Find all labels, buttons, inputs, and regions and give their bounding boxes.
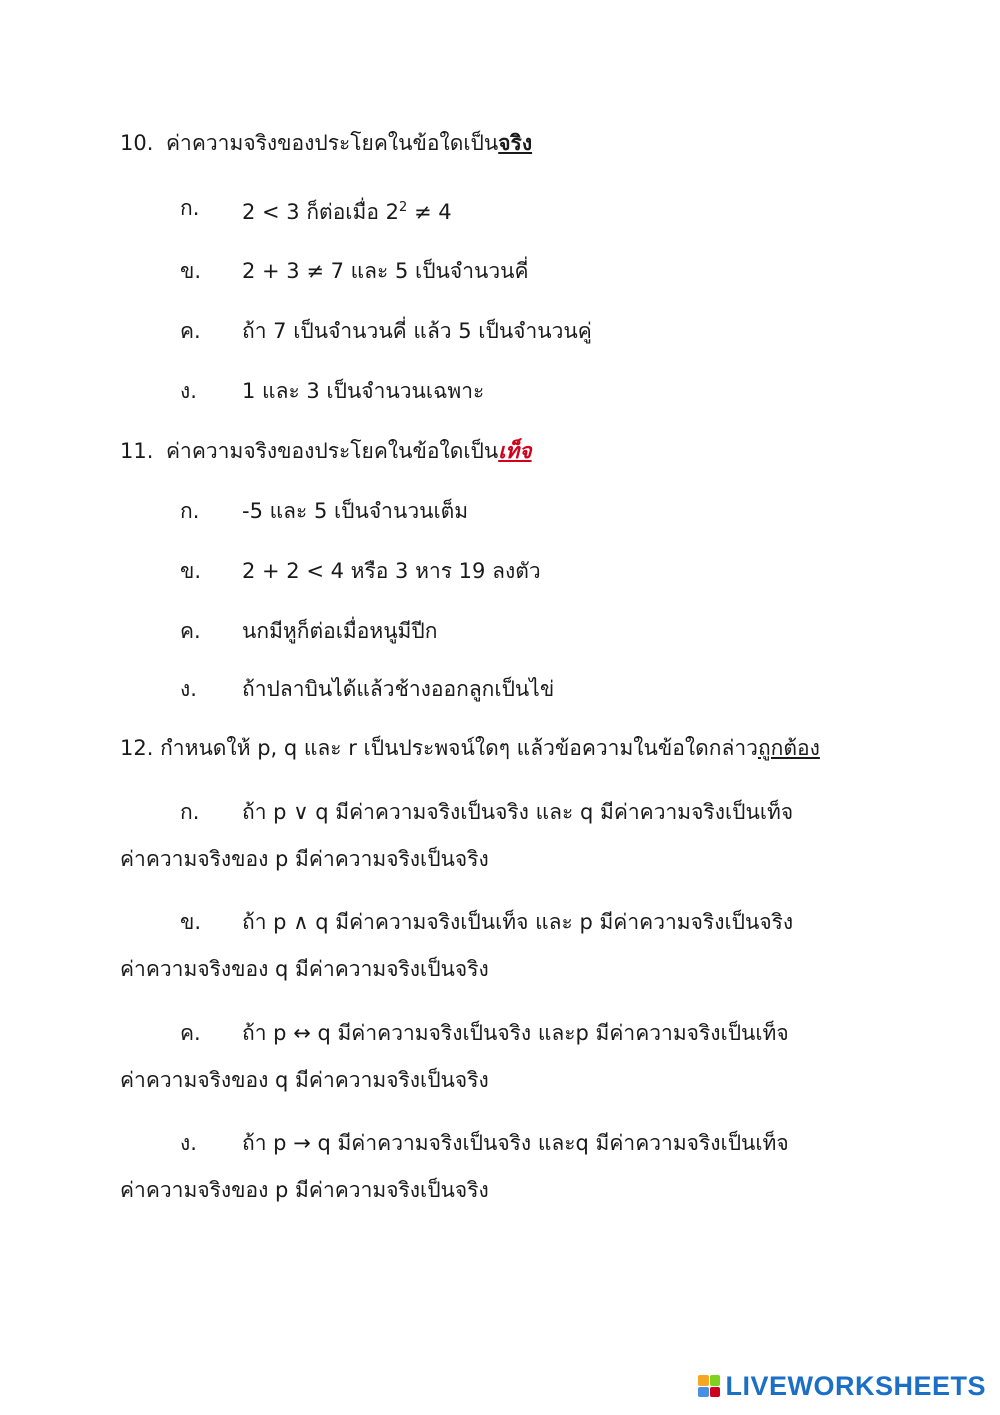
- option-label: ง.: [180, 379, 197, 403]
- option-label: ก.: [180, 499, 200, 523]
- option-text: 2 < 3 ก็ต่อเมื่อ $2^2 \ne 4$: [242, 200, 452, 224]
- question-11-prompt: [120, 436, 532, 466]
- logo-tile: [710, 1387, 721, 1398]
- option-label: ข.: [180, 910, 202, 934]
- question-text: กำหนดให้ p, q และ r เป็นประพจน์ใดๆ แล้วข้อความในข้อใดกล่าว: [160, 736, 758, 760]
- question-emphasis: ถูกต้อง: [757, 736, 820, 760]
- option-text: ถ้า p ↔ q มีค่าความจริงเป็นจริง และp มีค่าความจริงเป็นเท็จ: [242, 1021, 789, 1045]
- logo-tile: [710, 1375, 721, 1386]
- option-label: ก.: [180, 800, 200, 824]
- option-text: 2 + 3 ≠ 7 และ 5 เป็นจำนวนคี่: [242, 259, 529, 283]
- option-text: 2 + 2 < 4 หรือ 3 หาร 19 ลงตัว: [242, 559, 541, 583]
- option-text-continued: ค่าความจริงของ q มีค่าความจริงเป็นจริง: [120, 1068, 489, 1092]
- question-number: 10.: [120, 131, 154, 155]
- option-text: นกมีหูก็ต่อเมื่อหนูมีปีก: [242, 619, 438, 643]
- option-text: ถ้า 7 เป็นจำนวนคี่ แล้ว 5 เป็นจำนวนคู่: [242, 319, 592, 343]
- superscript: 2: [398, 200, 408, 215]
- question-text: ค่าความจริงของประโยคในข้อใดเป็น: [166, 439, 499, 463]
- option-label: ค.: [180, 1021, 201, 1045]
- logo-tile: [698, 1387, 709, 1398]
- option-text: ถ้า p ∨ q มีค่าความจริงเป็นจริง และ q มีค่าความจริงเป็นเท็จ: [242, 800, 794, 824]
- option-label: ข.: [180, 559, 202, 583]
- option-text: ถ้าปลาบินได้แล้วช้างออกลูกเป็นไข่: [242, 677, 555, 701]
- question-emphasis: เท็จ: [498, 439, 532, 463]
- option-text: ถ้า p ∧ q มีค่าความจริงเป็นเท็จ และ p มีค่าความจริงเป็นจริง: [242, 910, 794, 934]
- option-label: ง.: [180, 1131, 197, 1155]
- liveworksheets-footer: [698, 1371, 986, 1401]
- question-10-prompt: [120, 128, 532, 158]
- question-12-prompt: [120, 733, 820, 763]
- question-number: 11.: [120, 439, 154, 463]
- question-text: ค่าความจริงของประโยคในข้อใดเป็น: [166, 131, 499, 155]
- logo-tile: [698, 1375, 709, 1386]
- option-label: ค.: [180, 319, 201, 343]
- question-number: 12.: [120, 736, 154, 760]
- option-text-continued: ค่าความจริงของ q มีค่าความจริงเป็นจริง: [120, 957, 489, 981]
- question-emphasis: จริง: [498, 131, 533, 155]
- liveworksheets-logo-icon: [698, 1375, 720, 1397]
- option-label: ก.: [180, 196, 200, 220]
- option-text: ถ้า p → q มีค่าความจริงเป็นจริง และq มีค่าความจริงเป็นเท็จ: [242, 1131, 789, 1155]
- option-text-continued: ค่าความจริงของ p มีค่าความจริงเป็นจริง: [120, 1178, 489, 1202]
- option-text-continued: ค่าความจริงของ p มีค่าความจริงเป็นจริง: [120, 847, 489, 871]
- option-label: ง.: [180, 677, 197, 701]
- option-text: -5 และ 5 เป็นจำนวนเต็ม: [242, 499, 469, 523]
- option-label: ข.: [180, 259, 202, 283]
- option-label: ค.: [180, 619, 201, 643]
- option-text: 1 และ 3 เป็นจำนวนเฉพาะ: [242, 379, 485, 403]
- liveworksheets-brand: LIVEWORKSHEETS: [725, 1370, 986, 1401]
